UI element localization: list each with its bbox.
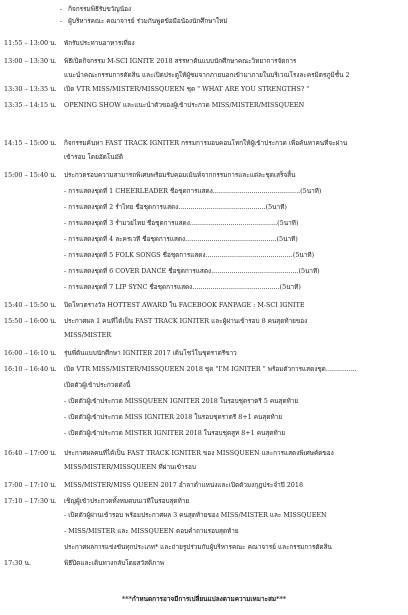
row-text: พิธีเปิดกิจกรรม M-SCI IGNITE 2018 สรรหาต้นแบบนักศึกษาคณะวิทยาการจัดการ: [64, 57, 297, 65]
schedule-row: [0, 508, 408, 522]
row-text: - การแสดงชุดที่ 1 CHEERLEADER ชื่อชุดการแสดง...........................................(5นาที): [64, 187, 322, 195]
row-text: เปิด VTR MISS/MISTER/MISSQUEEN 2018 ชุด "I'M IGNITER " พร้อมตัวการแสดงชุด...............: [64, 365, 357, 373]
row-text: พิธีปิดและเดินทางกลับโดยสวัสดิภาพ: [64, 559, 165, 567]
row-text: ประกาศผลการแข่งขันทุกประเภท* และถ่ายรูปร่วมกับผู้บริหารคณะ คณาจารย์ และกรรมการตัดสิน: [64, 543, 332, 551]
row-text: เปิด VTR MISS/MISTER/MISSQUEEN ชุด " WHAT ARE YOU STRENGTHS? ": [64, 85, 310, 93]
schedule-row: [0, 314, 408, 328]
row-text: - เปิดตัวผู้เข้าประกวด MISS IGNITER 2018 ในรอบชุดราตรี 8+1 คนสุดท้าย: [64, 413, 283, 421]
row-time: 15:00 – 15:40 น.: [4, 171, 57, 179]
row-text: เชิญผู้เข้าประกวดทั้งหมดบนเวทีในรอบสุดท้าย: [64, 497, 190, 505]
schedule-row: [0, 426, 408, 440]
row-text: - การแสดงชุดที่ 2 รำไทย ชื่อชุดการแสดง...........................................(5นาที): [64, 203, 287, 211]
intro-bullet-1: - กิจกรรมพิธีรับขวัญน้อง: [60, 5, 132, 13]
schedule-row: [0, 216, 408, 230]
row-time: 13:00 – 13:30 น.: [4, 57, 57, 65]
row-time: 13:30 – 13:35 น.: [4, 85, 57, 93]
row-text: ประกวดรอบความสามารถพิเศษพร้อมรับคอมเม้นท์จากกรรมการและแต่ละชุดเสร็จสิ้น: [64, 171, 296, 179]
schedule-row: [0, 68, 408, 82]
row-text: - เปิดตัวผู้เข้าประกวด MISSQUEEN IGNITER 2018 ในรอบชุดราตรี 5 คนสุดท้าย: [64, 397, 299, 405]
schedule-row: [0, 98, 408, 112]
schedule-row: [0, 410, 408, 424]
row-text: รุ่นพี่ต้นแบบนักศึกษา IGNITER 2017 เดินโชว์ในชุดราตรีขาว: [64, 349, 237, 357]
schedule-row: [0, 168, 408, 182]
schedule-row: [0, 248, 408, 262]
schedule-row: [0, 494, 408, 508]
row-text: พักรับประทานอาหารเที่ยง: [64, 39, 135, 47]
row-text: - เปิดตัวผู้ผ่านเข้ารอบ พร้อมประกาศผล 3 คนสุดท้ายของ MISS/MISTER และ MISSQUEEN: [64, 511, 327, 519]
row-text: แนะนำคณะกรรมการตัดสิน และเปิดประตูให้ผู้ชมจากภายนอกเข้ามาภายในบริเวณโรงละครมิตรภูมิชั้น 2: [64, 71, 350, 79]
row-text: MISS/MISTER/MISSQUEEN ที่ผ่านเข้ารอบ: [64, 463, 196, 471]
row-text: - การแสดงชุดที่ 6 COVER DANCE ชื่อชุดการแสดง...........................................(5นาที): [64, 267, 320, 275]
schedule-row: [0, 200, 408, 214]
schedule-row: [0, 378, 408, 392]
schedule-row: [0, 394, 408, 408]
schedule-row: [0, 150, 408, 164]
row-time: 16:00 – 16:10 น.: [4, 349, 57, 357]
row-text: - MISS/MISTER และ MISSQUEEN ตอบคำถามรอบสุดท้าย: [64, 527, 239, 535]
schedule-row: [0, 540, 408, 554]
schedule-row: [0, 524, 408, 538]
row-text: เข้ารอบ โดยอัตโนมัติ: [64, 153, 123, 161]
schedule-row: [0, 136, 408, 150]
row-text: กิจกรรมค้นหา FAST TRACK IGNITER กรรมการมอบคอนโทกให้ผู้เข้าประกวด เพื่อค้นหาคนที่จะผ่าน: [64, 139, 348, 147]
row-text: เปิดตัวผู้เข้าประกวดดังนี้: [64, 381, 131, 389]
row-time: 15:40 – 15:50 น.: [4, 301, 57, 309]
row-time: 15:50 – 16:00 น.: [4, 317, 57, 325]
row-time: 14:15 – 15:00 น.: [4, 139, 57, 147]
row-time: 13:35 – 14:15 น.: [4, 101, 57, 109]
row-text: - การแสดงชุดที่ 3 รำมวยไทย ชื่อชุดการแสดง...........................................(5นาที): [64, 219, 299, 227]
schedule-row: [0, 446, 408, 460]
schedule-row: [0, 36, 408, 50]
schedule-row: [0, 298, 408, 312]
row-text: MISS/MISTER/MISS QUEEN 2017 อำลาตำแหน่งและเปิดตัวมงกุฎประจำปี 2018: [64, 481, 304, 489]
schedule-row: [0, 280, 408, 294]
schedule-row: [0, 54, 408, 68]
footer-note: ***กำหนดการอาจมีการเปลี่ยนแปลงตามความเหมาะสม***: [121, 595, 287, 603]
row-text: ประกาศผล 1 คนที่ได้เป็น FAST TRACK IGNITER และผู้ผ่านเข้ารอบ 8 คนสุดท้ายของ: [64, 317, 308, 325]
row-time: 17:00 – 17:10 น.: [4, 481, 57, 489]
schedule-row: [0, 328, 408, 342]
schedule-row: [0, 346, 408, 360]
schedule-row: [0, 184, 408, 198]
row-text: - เปิดตัวผู้เข้าประกวด MISTER IGNITER 2018 ในรอบชุดสูท 8+1 คนสุดท้าย: [64, 429, 286, 437]
schedule-row: [0, 264, 408, 278]
schedule-row: [0, 460, 408, 474]
row-time: 16:40 – 17:00 น.: [4, 449, 57, 457]
row-text: MISS/MISTER: [64, 331, 112, 339]
row-text: ปิดโหวตรางวัล HOTTEST AWARD ใน FACEBOOK FANPAGE : M-SCI IGNITE: [64, 301, 305, 309]
row-text: ประกาศผลคนที่ได้เป็น FAST TRACK IGNITER ของ MISSQUEEN และการแสดงพิเศษคัดของ: [64, 449, 334, 457]
intro-bullet-2: - ผู้บริหารคณะ คณาจารย์ ร่วมกันพูดข้อมือน้องนักศึกษาใหม่: [60, 17, 228, 25]
row-text: - การแสดงชุดที่ 5 FOLK SONGS ชื่อชุดการแสดง...........................................(5นาที): [64, 251, 315, 259]
row-time: 11:55 – 13:00 น.: [4, 39, 57, 47]
row-text: - การแสดงชุดที่ 7 LIP SYNC ชื่อชุดการแสดง...........................................(5นาที): [64, 283, 301, 291]
schedule-row: [0, 478, 408, 492]
row-time: 17:30 น.: [4, 559, 31, 567]
schedule-row: [0, 362, 408, 376]
row-time: 17:10 – 17:30 น.: [4, 497, 57, 505]
schedule-row: [0, 82, 408, 96]
row-time: 16:10 – 16:40 น.: [4, 365, 57, 373]
schedule-row: [0, 232, 408, 246]
row-text: - การแสดงชุดที่ 4 ละครเวที ชื่อชุดการแสดง.............................................(5นาที): [64, 235, 298, 243]
row-text: OPENING SHOW และแนะนำตัวของผู้เข้าประกวด MISS/MISTER/MISSQUEEN: [64, 101, 305, 109]
schedule-row: [0, 556, 408, 570]
